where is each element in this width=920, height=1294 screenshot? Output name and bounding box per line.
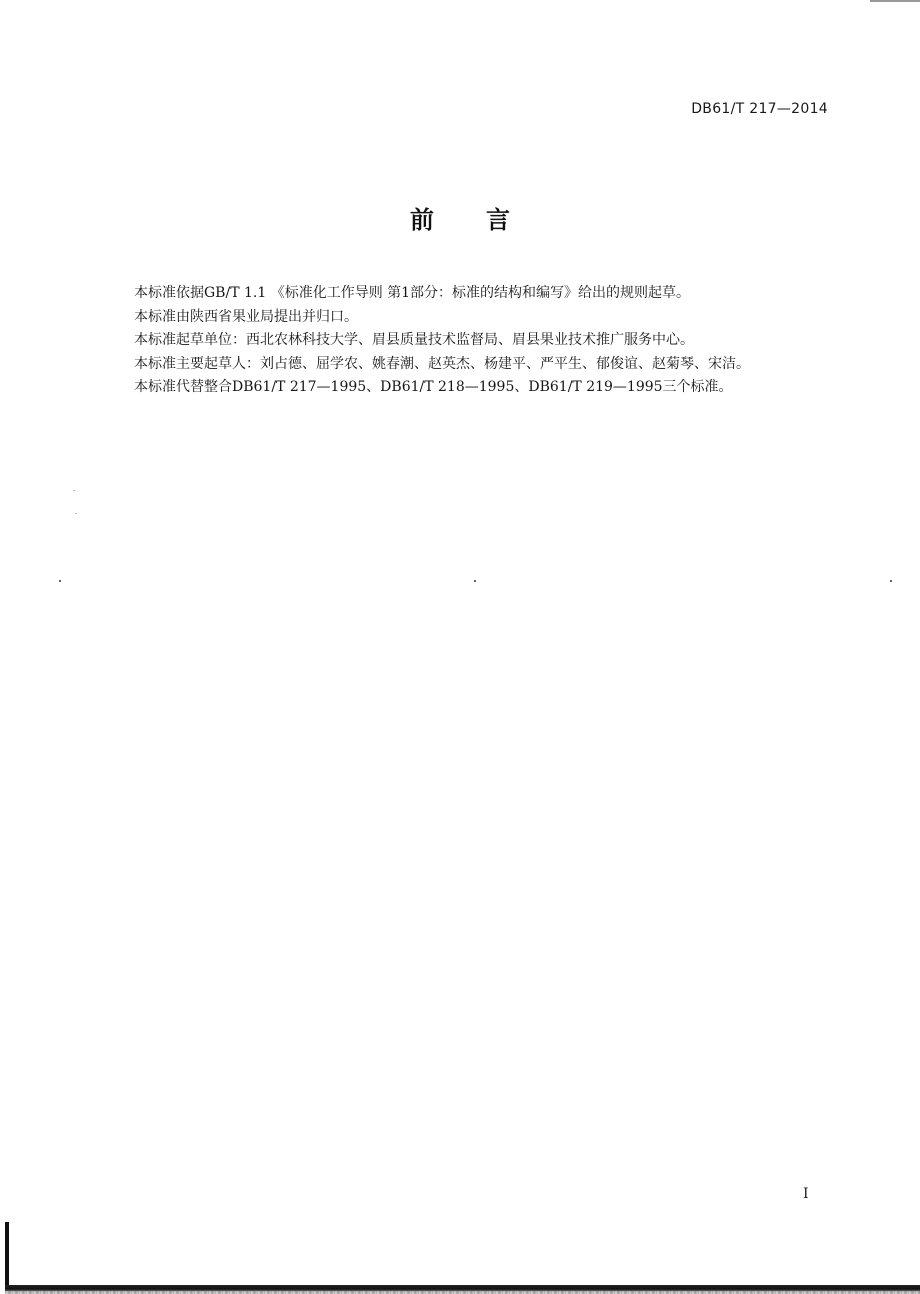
foreword-paragraph: 本标准起草单位：西北农林科技大学、眉县质量技术监督局、眉县果业技术推广服务中心。 xyxy=(134,332,694,348)
foreword-paragraph: 本标准由陕西省果业局提出并归口。 xyxy=(134,308,358,325)
foreword-body xyxy=(134,282,854,400)
scan-speck xyxy=(75,513,77,514)
foreword-paragraph: 本标准依据GB/T 1.1 《标准化工作导则 第1部分：标准的结构和编写》给出的规则起草。 xyxy=(134,285,691,301)
scan-border-left xyxy=(5,1222,9,1288)
scan-speck xyxy=(474,580,476,582)
page-title: 前言 xyxy=(410,206,562,234)
foreword-paragraph: 本标准代替整合DB61/T 217—1995、DB61/T 218—1995、DB61/T 219—1995三个标准。 xyxy=(134,379,733,395)
scan-speck xyxy=(73,490,75,491)
scan-speck xyxy=(890,580,892,582)
foreword-paragraph: 本标准主要起草人：刘占德、屈学农、姚春潮、赵英杰、杨建平、严平生、郁俊谊、赵菊琴、宋洁。 xyxy=(134,355,750,372)
standard-code: DB61/T 217—2014 xyxy=(691,101,828,117)
page-number: I xyxy=(803,1186,809,1202)
scan-speck xyxy=(59,580,61,582)
scan-edge-mark xyxy=(870,0,920,2)
